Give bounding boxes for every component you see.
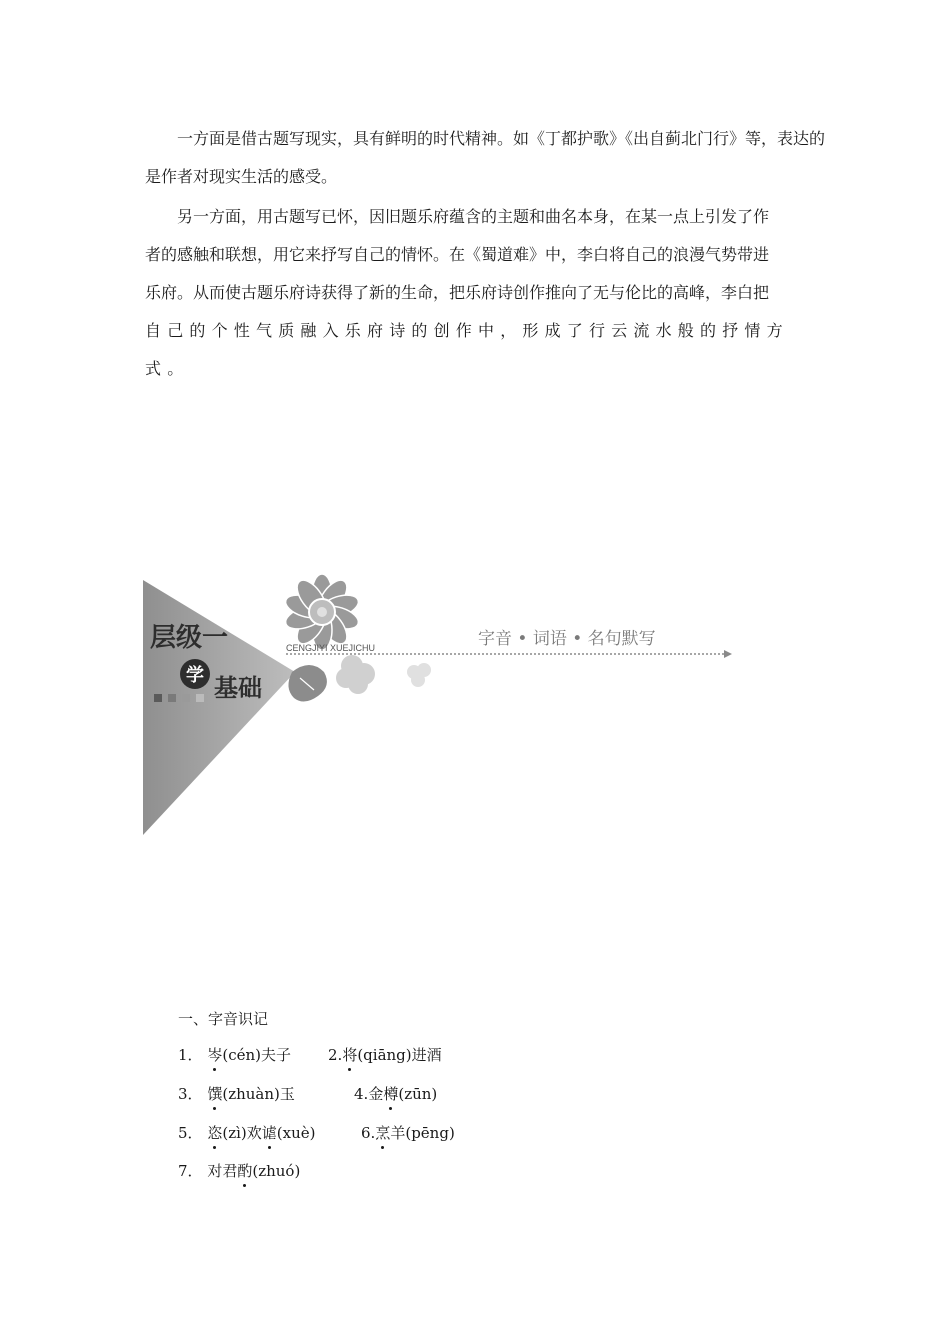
banner-xue-char: 学 [186,665,204,686]
banner-level-title: 层级一 [150,623,229,653]
item-rest: 夫子 [261,1046,292,1064]
item-rest: 羊 [390,1124,406,1142]
item-pre: 对君 [207,1162,238,1180]
section-title: 一、字音识记 [178,1010,269,1028]
leaf-icon [288,665,326,702]
dotted-char: 将 [342,1046,358,1064]
list-item-4 [354,1083,437,1104]
item-pinyin: (zì) [222,1124,247,1142]
item-pinyin: (qiāng) [357,1046,412,1064]
paragraph-2 [145,198,825,388]
item-number: 5． [178,1124,203,1142]
list-item-5 [178,1122,315,1143]
paragraph-2-line-4: 自己的个性气质融入乐府诗的创作中，形成了行云流水般的抒情方式。 [145,321,789,378]
banner-arrow [724,650,732,658]
item-pinyin: (xuè) [276,1124,316,1142]
dotted-char: 恣 [207,1124,223,1142]
item-pinyin: (cén) [222,1046,261,1064]
flower-icon [283,574,361,650]
item-pinyin: (zūn) [398,1085,438,1103]
paragraph-2-line-2: 者的感触和联想，用它来抒写自己的情怀。在《蜀道难》中，李白将自己的浪漫气势带进 [145,245,770,264]
paragraph-2-line-3: 乐府。从而使古题乐府诗获得了新的生命，把乐府诗创作推向了无与伦比的高峰，李白把 [145,283,770,302]
banner-pinyin: CENGJIYI XUEJICHU [286,643,376,653]
list-item-1 [178,1044,291,1065]
banner-subtitle: 字音 • 词语 • 名句默写 [478,629,656,649]
item-pinyin: (zhuàn) [222,1085,280,1103]
section-banner [0,560,950,860]
item-number: 4. [354,1085,369,1103]
paragraph-2-line-1: 另一方面，用古题写已怀，因旧题乐府蕴含的主题和曲名本身，在某一点上引发了作 [177,207,770,226]
small-blossom-icon [407,663,431,687]
item-mid: 欢 [246,1124,262,1142]
dotted-char: 樽 [383,1085,399,1103]
item-number: 3． [178,1085,203,1103]
list-item-6 [361,1122,455,1143]
banner-base-title: 基础 [214,674,262,702]
list-item-7 [178,1160,300,1181]
list-item-2 [328,1044,442,1065]
list-item-3 [178,1083,295,1104]
item-number: 1． [178,1046,203,1064]
dotted-char: 谑 [261,1124,277,1142]
item-number: 2. [328,1046,343,1064]
item-rest: 玉 [279,1085,295,1103]
blossom-icon [336,655,375,694]
item-pinyin: (pēng) [405,1124,455,1142]
dotted-char: 酌 [237,1162,253,1180]
item-number: 7． [178,1162,203,1180]
item-pre: 金 [368,1085,384,1103]
dotted-char: 馔 [207,1085,223,1103]
item-pinyin: (zhuó) [252,1162,301,1180]
paragraph-1: 一方面是借古题写现实，具有鲜明的时代精神。如《丁都护歌》《出自蓟北门行》等，表达的是作者对现实生活的感受。 [145,129,826,186]
banner-triangle [143,580,295,835]
item-rest: 进酒 [411,1046,442,1064]
item-number: 6. [361,1124,376,1142]
dotted-char: 烹 [375,1124,391,1142]
dotted-char: 岑 [207,1046,223,1064]
